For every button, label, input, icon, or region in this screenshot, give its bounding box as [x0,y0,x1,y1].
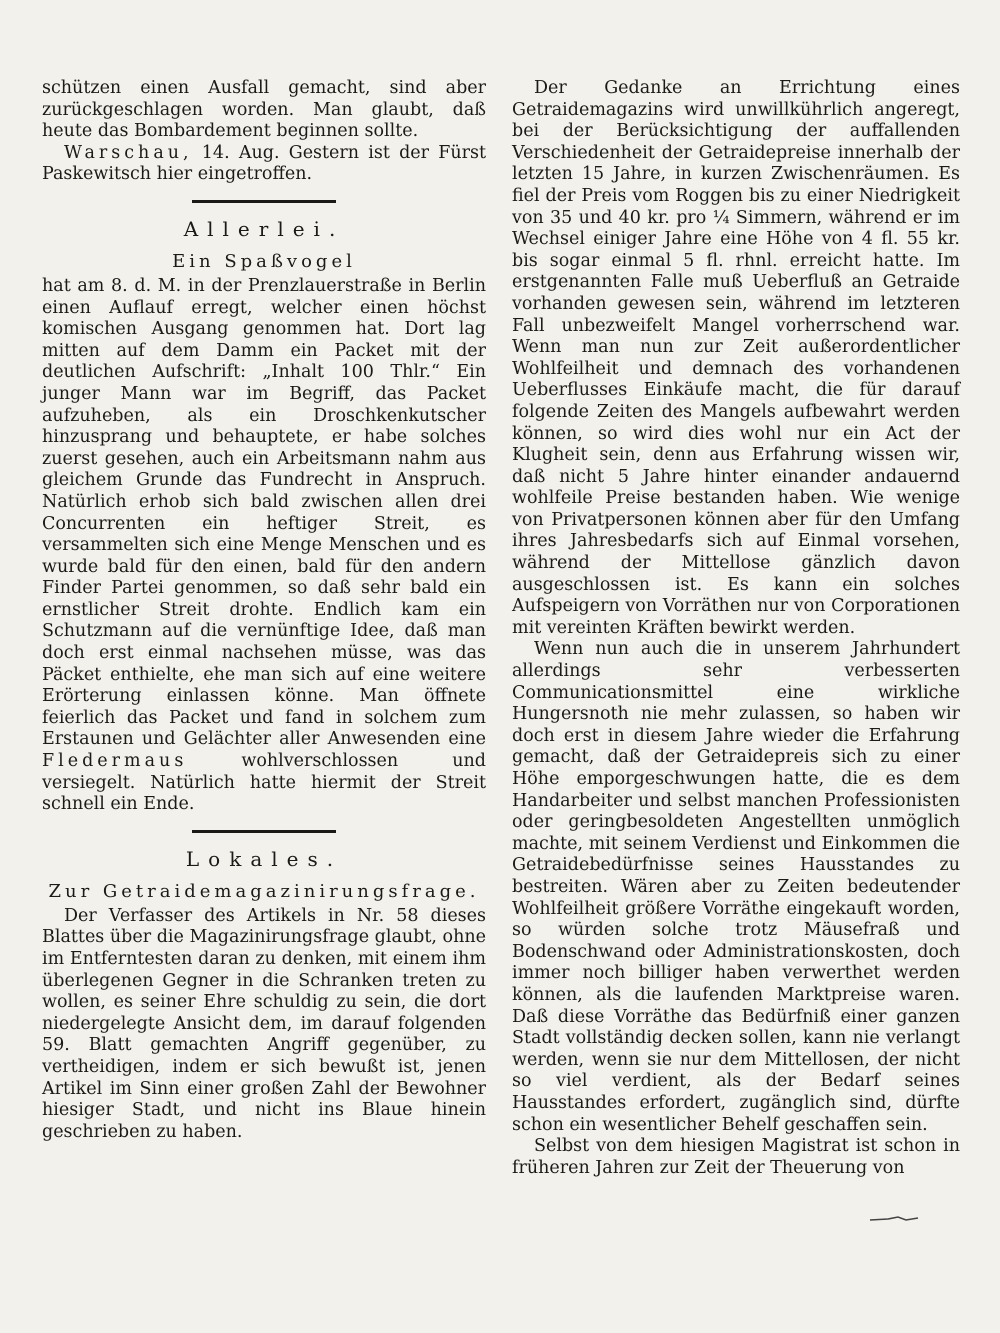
section-heading-lokales: Lokales. [185,846,343,871]
magazin-paragraph-2: Wenn nun auch die in unserem Jahrhundert allerdings sehr verbesserten Communicationsmittel eine wirkliche Hungersnoth nie mehr zulassen, so haben wir doch erst in diesem Jahre wieder die Erfahrung gemacht, daß der Getraidepreis sich zu einer Höhe emporgeschwungen hatte, die es dem Handarbeiter und selbst manchen Professionisten oder geringbesoldeten Angestellten unmöglich machte, mit seinem Verdienst und Einkommen die Getraidebedürfnisse seines Hausstandes zu bestreiten. Wären aber zu Zeiten bedeutender Wohlfeilheit größere Vorräthe eingekauft worden, so würden solche trotz Mäusefraß und Bodenschwand oder Administrationskosten, doch immer noch billiger haben verwerthet werden können, als die laufenden Marktpreise waren. Daß diese Vorräthe das Bedürfniß einer ganzen Stadt vollständig decken sollen, kann nie verlangt werden, wenn sie nur dem Mittellosen, der nicht so viel verdient, als der Bedarf seines Hausstandes erfordert, zugänglich sind, dürfte schon ein wesentlicher Behelf geschaffen sein. [512,639,960,1135]
right-column [512,78,960,1179]
ornament-mark [868,1214,920,1224]
article-title-magazinirung: Zur Getraidemagazinirungsfrage. [48,880,480,902]
spassvogel-spaced-word: Fledermaus [42,751,188,772]
war-report-paragraph: schützen einen Ausfall gemacht, sind aber zurückgeschlagen worden. Man glaubt, daß heute das Bombardement beginnen sollte. [42,78,486,142]
spassvogel-text-b: wohlverschlossen und versiegelt. Natürlich hatte hiermit der Streit schnell ein Ende. [42,751,486,815]
article-title-spassvogel: Ein Spaßvogel [172,250,356,272]
left-column [42,78,486,1143]
magazin-paragraph-1: Der Gedanke an Errichtung eines Getraidemagazins wird unwillkührlich angeregt, bei der Berücksichtigung der auffallenden Verschiedenheit der Getraidepreise innerhalb der letzten 15 Jahre, in kurzen Zwischenräumen. Es fiel der Preis vom Roggen bis zu einer Niedrigkeit von 35 und 40 kr. pro ¼ Simmern, während er im Wechsel einiger Jahre eine Höhe von 4 fl. 55 kr. bis sogar einmal 5 fl. rhnl. erreicht hatte. Im erstgenannten Falle muß Ueberfluß an Getraide vorhanden gewesen sein, während im letzteren Fall unbezweifelt Mangel vorherrschend war. Wenn man nun zur Zeit außerordentlicher Wohlfeilheit und demnach des vorhandenen Ueberflusses Einkäufe macht, die für darauf folgende Zeiten des Mangels aufbewahrt werden können, so wird dies wohl nur ein Act der Klugheit sein, denn aus Erfahrung wissen wir, daß nicht 5 Jahre hinter einander andauernd wohlfeile Preise bestanden haben. Wie wenige von Privatpersonen können aber für den Umfang ihres Jahresbedarfs sich auf Einmal vorsehen, während der Mittellose gänzlich davon ausgeschlossen ist. Es kann ein solches Aufspeigern von Vorräthen nur von Corporationen mit vereinten Kräften bewirkt werden. [512,78,960,638]
section-heading-allerlei: Allerlei. [183,216,345,241]
section-divider [192,200,336,203]
spassvogel-article-text [42,276,486,816]
warsaw-report-text: 14. Aug. Gestern ist der Fürst Paskewitsch hier eingetroffen. [42,142,486,185]
magazin-paragraph-3: Selbst von dem hiesigen Magistrat ist schon in früheren Jahren zur Zeit der Theuerung von [512,1136,960,1178]
dateline-place: Warschau, [64,142,193,163]
section-divider [192,830,336,833]
magazinirung-article-intro: Der Verfasser des Artikels in Nr. 58 dieses Blattes über die Magazinirungsfrage glaubt, ohne im Entferntesten daran zu denken, mit einem ihm überlegenen Gegner in die Schranken treten zu wollen, es seiner Ehre schuldig zu sein, die dort niedergelegte Ansicht dem, im darauf folgenden 59. Blatt gemachten Angriff gegenüber, zu vertheidigen, indem er sich bewußt ist, jenen Artikel im Sinn einer großen Zahl der Bewohner hiesiger Stadt, und nicht ins Blaue hinein geschrieben zu haben. [42,905,486,1142]
spassvogel-text-a: hat am 8. d. M. in der Prenzlauerstraße in Berlin einen Auflauf erregt, welcher einen höchst komischen Ausgang genommen hat. Dort lag mitten auf dem Damm ein Packet mit der deutlichen Aufschrift: „Inhalt 100 Thlr.“ Ein junger Mann war im Begriff, das Packet aufzuheben, als ein Droschkenkutscher hinzusprang und behauptete, er habe solches zuerst gesehen, auch ein Arbeitsmann nahm aus gleichem Grunde das Fundrecht in Anspruch. Natürlich erhob sich bald zwischen allen drei Concurrenten ein heftiger Streit, es versammelten sich eine Menge Menschen und es wurde bald für den einen, bald für den andern Finder Partei genommen, so daß sehr bald ein ernstlicher Streit drohte. Endlich kam ein Schutzmann auf die vernünftige Idee, daß man doch erst einmal nachsehen müsse, was das Päcket enthielte, ehe man sich auf eine weitere Erörterung einlassen könne. Man öffnete feierlich das Packet und fand in solchem zum Erstaunen und Gelächter aller Anwesenden eine [42,275,486,750]
warsaw-report-paragraph [42,143,486,186]
